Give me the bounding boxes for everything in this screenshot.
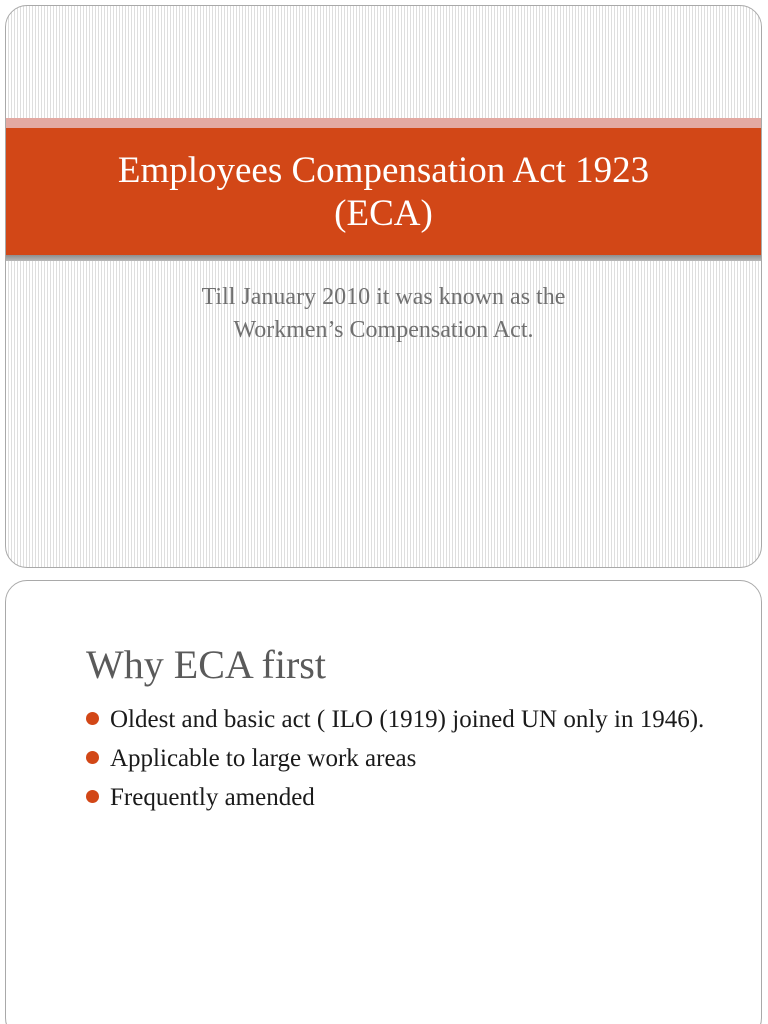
subtitle-line-1: Till January 2010 it was known as the <box>201 284 566 310</box>
bullet-item <box>84 781 724 814</box>
subtitle-line-2: Workmen’s Compensation Act. <box>233 317 534 343</box>
slide-1 <box>5 5 762 568</box>
bullet-dot-icon <box>86 790 99 803</box>
slide-heading: Why ECA first <box>86 642 326 687</box>
slide-title-line-2: (ECA) <box>334 192 433 234</box>
title-bar-accent-top <box>6 118 761 128</box>
slide-title <box>118 149 649 235</box>
bullet-text: Applicable to large work areas <box>110 745 417 772</box>
title-bar <box>6 128 761 255</box>
bullet-item <box>84 742 724 775</box>
slide-2 <box>5 580 762 1024</box>
bullet-text: Oldest and basic act ( ILO (1919) joined UN only in 1946). <box>110 706 705 733</box>
title-bar-shadow <box>6 255 761 261</box>
slide-subtitle <box>6 281 761 347</box>
bullet-list <box>84 703 724 820</box>
bullet-text: Frequently amended <box>110 784 315 811</box>
bullet-dot-icon <box>86 712 99 725</box>
slide-title-line-1: Employees Compensation Act 1923 <box>117 149 650 191</box>
bullet-item <box>84 703 724 736</box>
bullet-dot-icon <box>86 751 99 764</box>
